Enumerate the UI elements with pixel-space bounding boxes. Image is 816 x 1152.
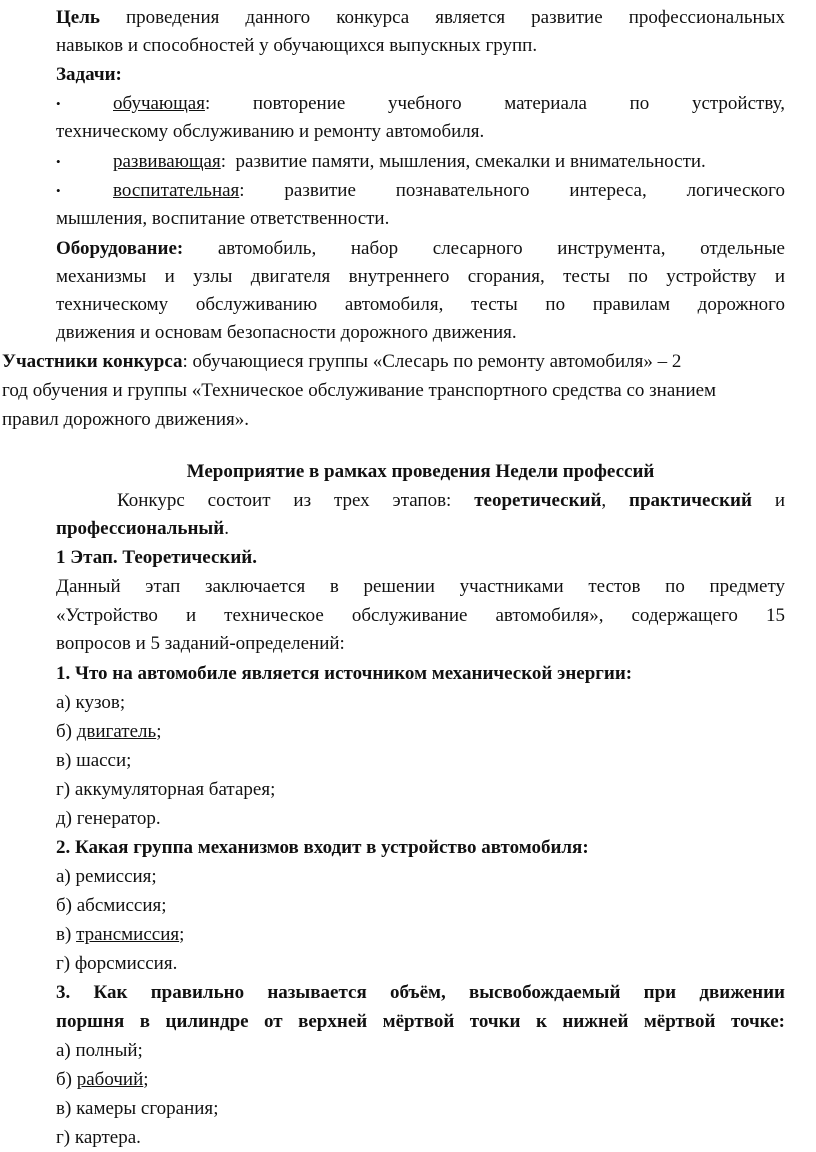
question-1: 1. Что на автомобиле является источником механической энергии: — [56, 663, 633, 684]
stage1-title: 1 Этап. Теоретический. — [56, 547, 257, 568]
answer-option: а) ремиссия; — [56, 866, 157, 887]
task-item-teaching: обучающая: повторение учебного материала по устройству, — [113, 93, 786, 114]
stages-line-2: профессиональный. — [56, 518, 229, 539]
answer-option: д) генератор. — [56, 808, 161, 829]
answer-option: а) кузов; — [56, 692, 126, 713]
task-item-educational-cont: мышления, воспитание ответственности. — [56, 208, 390, 229]
section-title: Мероприятие в рамках проведения Недели профессий — [186, 461, 655, 482]
task-item-educational: воспитательная: развитие познавательного интереса, логического — [113, 180, 785, 201]
answer-option: г) аккумуляторная батарея; — [56, 779, 276, 800]
answer-option: б) абсмиссия; — [56, 895, 167, 916]
bullet-icon: • — [56, 154, 61, 169]
equipment-label: Оборудование: — [56, 238, 184, 259]
task-item-developing: развивающая: развитие памяти, мышления, смекалки и внимательности. — [113, 151, 706, 172]
stage1-line-3: вопросов и 5 заданий-определений: — [56, 633, 345, 654]
question-3: 3. Как правильно называется объём, высвобождаемый при движении — [56, 982, 785, 1003]
task-item-teaching-cont: техническому обслуживанию и ремонту автомобиля. — [56, 121, 485, 142]
answer-option: в) шасси; — [56, 750, 132, 771]
participants-line-1: Участники конкурса: обучающиеся группы «Слесарь по ремонту автомобиля» – 2 — [2, 351, 682, 372]
answer-option: г) картера. — [56, 1127, 141, 1148]
equipment-line-1: Оборудование: автомобиль, набор слесарного инструмента, отдельные — [56, 238, 785, 259]
task-term: развивающая — [113, 151, 221, 172]
participants-line-3: правил дорожного движения». — [2, 409, 249, 430]
goal-label: Цель — [56, 7, 100, 28]
answer-option-correct: б) двигатель; — [56, 721, 162, 742]
participants-line-2: год обучения и группы «Техническое обслуживание транспортного средства со знанием — [2, 380, 717, 401]
bullet-icon: • — [56, 96, 61, 111]
task-term: воспитательная — [113, 180, 240, 201]
stages-line-1: Конкурс состоит из трех этапов: теоретический, практический и — [117, 490, 785, 511]
answer-option: а) полный; — [56, 1040, 143, 1061]
answer-option: в) камеры сгорания; — [56, 1098, 219, 1119]
equipment-line-2: механизмы и узлы двигателя внутреннего сгорания, тесты по устройству и — [56, 266, 785, 287]
answer-option-correct: б) рабочий; — [56, 1069, 149, 1090]
bullet-icon: • — [56, 183, 61, 198]
task-term: обучающая — [113, 93, 205, 114]
stage1-line-2: «Устройство и техническое обслуживание автомобиля», содержащего 15 — [56, 605, 785, 626]
equipment-line-4: движения и основам безопасности дорожного движения. — [56, 322, 517, 343]
question-2: 2. Какая группа механизмов входит в устройство автомобиля: — [56, 837, 589, 858]
tasks-heading: Задачи: — [56, 64, 122, 85]
goal-line-1: Цель проведения данного конкурса является развитие профессиональных — [56, 7, 785, 28]
stage1-line-1: Данный этап заключается в решении участниками тестов по предмету — [56, 576, 785, 597]
answer-option: г) форсмиссия. — [56, 953, 178, 974]
goal-line-2: навыков и способностей у обучающихся выпускных групп. — [56, 35, 538, 56]
participants-label: Участники конкурса — [2, 351, 183, 372]
answer-option-correct: в) трансмиссия; — [56, 924, 185, 945]
question-3-cont: поршня в цилиндре от верхней мёртвой точки к нижней мёртвой точке: — [56, 1011, 785, 1032]
equipment-line-3: техническому обслуживанию автомобиля, тесты по правилам дорожного — [56, 294, 785, 315]
